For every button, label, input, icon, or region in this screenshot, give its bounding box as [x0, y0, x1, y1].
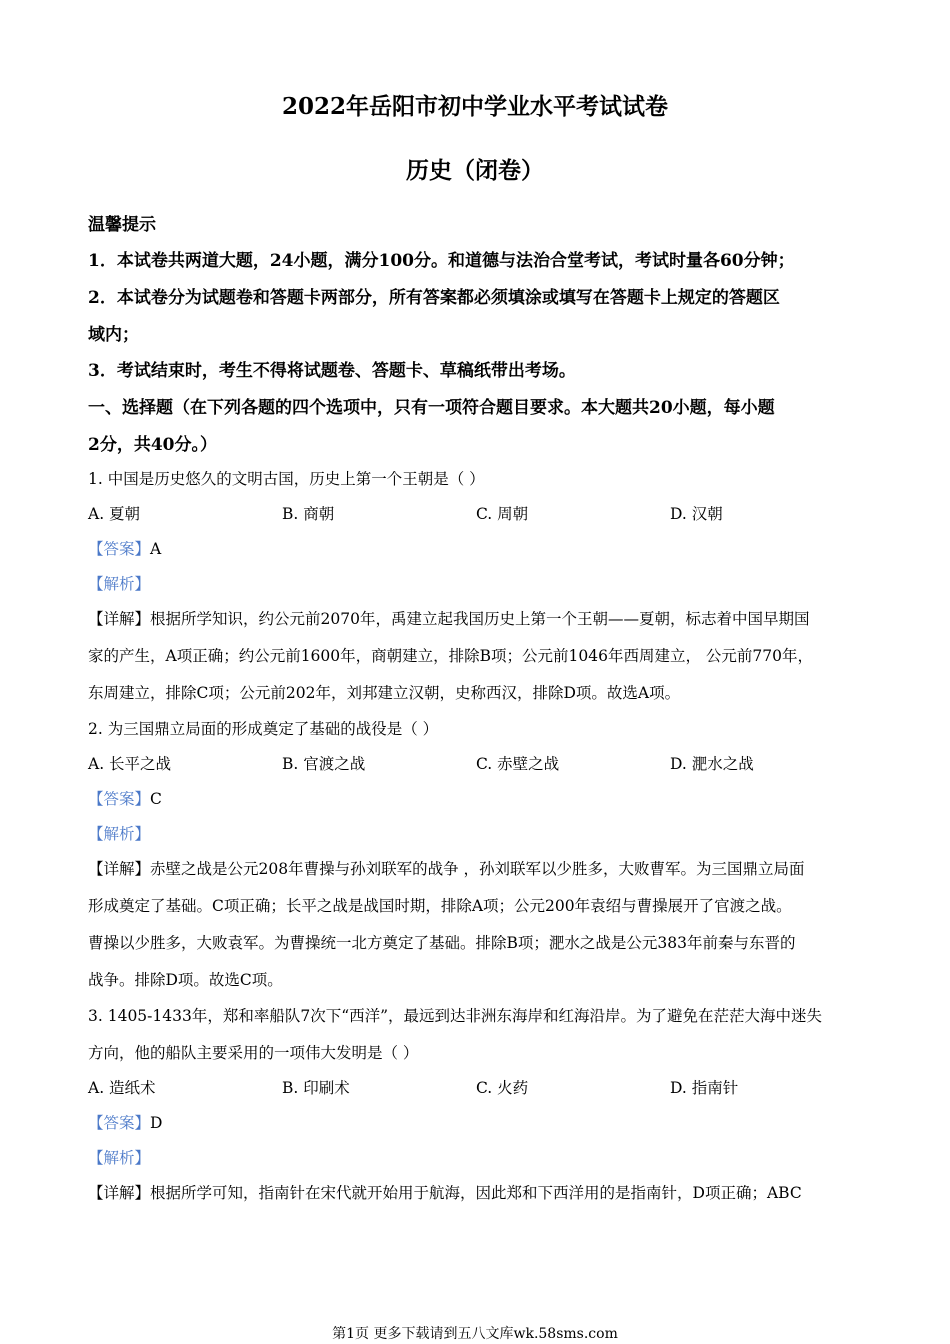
option-a: A. 造纸术 — [88, 1079, 156, 1097]
detail-text: 家的产生，A项正确；约公元前1600年，商朝建立，排除B项；公元前1046年西周建立， 公元前770年， — [88, 647, 813, 665]
option-d: D. 汉朝 — [670, 505, 723, 523]
detail-text: 东周建立，排除C项；公元前202年，刘邦建立汉朝，史称西汉，排除D项。故选A项。 — [88, 684, 681, 702]
detail-text: 根据所学可知，指南针在宋代就开始用于航海，因此郑和下西洋用的是指南针，D项正确；ABC — [150, 1184, 802, 1202]
detail-text: 曹操以少胜多，大败袁军。为曹操统一北方奠定了基础。排除B项；淝水之战是公元383年前秦与东晋的 — [88, 934, 796, 952]
option-a: A. 夏朝 — [88, 505, 141, 523]
option-c: C. 火药 — [476, 1079, 529, 1097]
page-subtitle: 历史（闭卷） — [406, 157, 544, 184]
analysis-label: 【解析】 — [88, 1149, 151, 1167]
detail-text: 战争。排除D项。故选C项。 — [88, 971, 283, 989]
question-stem: 3. 1405-1433年，郑和率船队7次下“西洋”，最远到达非洲东海岸和红海沿岸。为了避免在茫茫大海中迷失 — [88, 1007, 823, 1025]
answer-value: D — [150, 1114, 163, 1132]
notice-item: 1．本试卷共两道大题，24小题，满分100分。和道德与法治合堂考试，考试时量各60分钟； — [88, 251, 795, 271]
option-b: B. 商朝 — [282, 505, 335, 523]
option-d: D. 指南针 — [670, 1079, 739, 1097]
detail-text: 赤壁之战是公元208年曹操与孙刘联军的战争 ，孙刘联军以少胜多，大败曹军。为三国鼎立局面 — [150, 860, 805, 878]
option-b: B. 官渡之战 — [282, 755, 366, 773]
question-stem: 方向，他的船队主要采用的一项伟大发明是（ ） — [88, 1044, 419, 1062]
notice-heading: 温馨提示 — [88, 215, 156, 235]
option-a: A. 长平之战 — [88, 755, 172, 773]
section-heading: 一、选择题（在下列各题的四个选项中，只有一项符合题目要求。本大题共20小题，每小题 — [88, 398, 775, 418]
detail-line — [88, 607, 878, 629]
section-heading-cont: 2分，共40分。） — [88, 435, 217, 455]
answer-label: 【答案】 — [88, 1114, 151, 1132]
page-title: 2022年岳阳市初中学业水平考试试卷 — [281, 93, 668, 120]
analysis-label: 【解析】 — [88, 825, 151, 843]
answer-value: C — [150, 790, 162, 808]
option-d: D. 淝水之战 — [670, 755, 754, 773]
detail-text: 形成奠定了基础。C项正确；长平之战是战国时期，排除A项；公元200年袁绍与曹操展开了官渡之战。 — [88, 897, 792, 915]
question-stem: 1. 中国是历史悠久的文明古国，历史上第一个王朝是（ ） — [88, 470, 485, 488]
option-c: C. 赤壁之战 — [476, 755, 560, 773]
answer-value: A — [150, 540, 162, 558]
detail-label: 【详解】 — [88, 860, 151, 878]
detail-line — [88, 857, 878, 879]
question-stem: 2. 为三国鼎立局面的形成奠定了基础的战役是（ ） — [88, 720, 439, 738]
answer-line — [88, 787, 878, 809]
answer-line — [88, 1111, 878, 1133]
option-c: C. 周朝 — [476, 505, 529, 523]
answer-line — [88, 537, 878, 559]
notice-item: 3．考试结束时，考生不得将试题卷、答题卡、草稿纸带出考场。 — [88, 361, 576, 381]
notice-item: 2．本试卷分为试题卷和答题卡两部分，所有答案都必须填涂或填写在答题卡上规定的答题区 — [88, 288, 780, 308]
detail-label: 【详解】 — [88, 1184, 151, 1202]
answer-label: 【答案】 — [88, 540, 151, 558]
detail-label: 【详解】 — [88, 610, 151, 628]
detail-line — [88, 1181, 878, 1203]
answer-label: 【答案】 — [88, 790, 151, 808]
notice-item: 域内； — [88, 325, 139, 345]
page-footer: 第1页 更多下载请到五八文库wk.58sms.com — [332, 1326, 618, 1342]
option-b: B. 印刷术 — [282, 1079, 350, 1097]
detail-text: 根据所学知识，约公元前2070年，禹建立起我国历史上第一个王朝——夏朝，标志着中国早期国 — [150, 610, 810, 628]
analysis-label: 【解析】 — [88, 575, 151, 593]
